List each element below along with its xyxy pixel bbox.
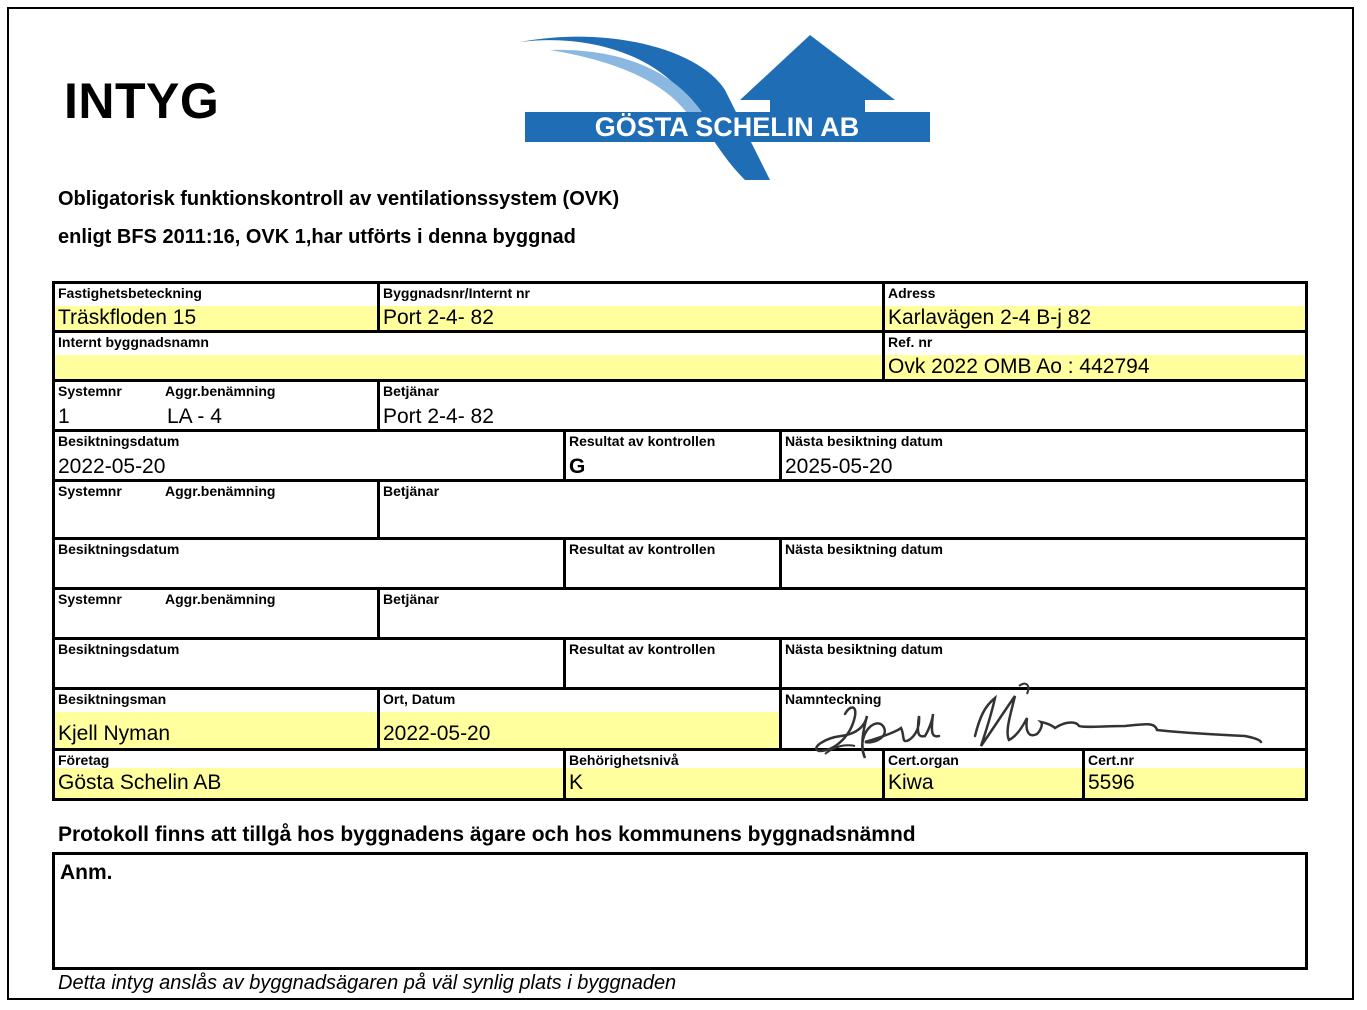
signature	[805, 676, 1275, 776]
resultat-3-cell	[563, 640, 779, 687]
systemnr-1-cell	[55, 382, 377, 429]
row-internal-name	[55, 333, 1305, 382]
cert-organ-label: Cert.organ	[888, 752, 959, 768]
betjanar-2-cell	[377, 482, 1305, 537]
systemnr-3-label: Systemnr	[58, 591, 122, 607]
row-inspection-1	[55, 432, 1305, 482]
page-title: INTYG	[64, 73, 220, 129]
ort-datum-label: Ort, Datum	[383, 691, 456, 707]
row-inspection-2	[55, 540, 1305, 590]
aggr-2-label: Aggr.benämning	[165, 483, 276, 499]
betjanar-3-label: Betjänar	[383, 591, 440, 607]
datum-2-cell	[55, 540, 563, 587]
behorighet-label: Behörighetsnivå	[569, 752, 679, 768]
systemnr-3-cell	[55, 590, 377, 637]
systemnr-2-cell	[55, 482, 377, 537]
datum-1-cell	[55, 432, 563, 479]
intro-line-1: Obligatorisk funktionskontroll av ventilationssystem (OVK)	[58, 188, 620, 210]
datum-1-value: 2022-05-20	[58, 455, 166, 478]
company-logo	[520, 30, 935, 180]
betjanar-2-label: Betjänar	[383, 483, 440, 499]
nasta-3-label: Nästa besiktning datum	[785, 641, 943, 657]
internt-namn-label: Internt byggnadsnamn	[58, 334, 209, 350]
betjanar-1-cell	[377, 382, 1305, 429]
aggr-3-label: Aggr.benämning	[165, 591, 276, 607]
cert-organ-value: Kiwa	[888, 771, 934, 794]
datum-3-cell	[55, 640, 563, 687]
anm-label: Anm.	[60, 861, 113, 884]
foretag-value: Gösta Schelin AB	[58, 771, 222, 794]
aggr-1-label: Aggr.benämning	[165, 383, 276, 399]
systemnr-2-label: Systemnr	[58, 483, 122, 499]
logo-swoosh	[520, 37, 770, 180]
systemnr-1-value: 1	[58, 405, 70, 428]
footer-note: Detta intyg anslås av byggnadsägaren på väl synlig plats i byggnaden	[58, 972, 677, 994]
behorighet-value: K	[569, 771, 584, 794]
datum-2-label: Besiktningsdatum	[58, 541, 180, 557]
resultat-1-label: Resultat av kontrollen	[569, 433, 716, 449]
logo-text: GÖSTA SCHELIN AB	[594, 112, 860, 142]
namnteckning-label: Namnteckning	[785, 691, 882, 707]
fastighet-value: Träskfloden 15	[58, 306, 197, 329]
betjanar-1-value: Port 2-4- 82	[383, 405, 494, 428]
ort-datum-value: 2022-05-20	[383, 722, 491, 745]
row-system-3	[55, 590, 1305, 640]
row-system-1	[55, 382, 1305, 432]
adress-cell	[882, 284, 1305, 330]
ref-label: Ref. nr	[888, 334, 933, 350]
protokoll-notice: Protokoll finns att tillgå hos byggnadens ägare och hos kommunens byggnadsnämnd	[58, 823, 916, 846]
ort-datum-cell	[377, 690, 779, 748]
adress-label: Adress	[888, 285, 936, 301]
systemnr-1-label: Systemnr	[58, 383, 122, 399]
betjanar-1-label: Betjänar	[383, 383, 440, 399]
resultat-2-label: Resultat av kontrollen	[569, 541, 716, 557]
cert-nr-value: 5596	[1088, 771, 1135, 794]
aggr-1-value: LA - 4	[167, 405, 222, 428]
foretag-cell	[55, 751, 563, 798]
intro-line-2: enligt BFS 2011:16, OVK 1,har utförts i denna byggnad	[58, 226, 576, 248]
fastighet-cell	[55, 284, 377, 330]
row-system-2	[55, 482, 1305, 540]
resultat-1-value: G	[569, 455, 586, 478]
datum-3-label: Besiktningsdatum	[58, 641, 180, 657]
nasta-1-value: 2025-05-20	[785, 455, 893, 478]
resultat-3-label: Resultat av kontrollen	[569, 641, 716, 657]
besiktningsman-cell	[55, 690, 377, 748]
internt-namn-cell	[55, 333, 882, 379]
nasta-2-cell	[779, 540, 1305, 587]
nasta-1-cell	[779, 432, 1305, 479]
cert-nr-label: Cert.nr	[1088, 752, 1134, 768]
anm-box	[52, 852, 1308, 970]
byggnadsnr-label: Byggnadsnr/Internt nr	[383, 285, 531, 301]
byggnadsnr-value: Port 2-4- 82	[383, 306, 494, 329]
datum-1-label: Besiktningsdatum	[58, 433, 180, 449]
betjanar-3-cell	[377, 590, 1305, 637]
foretag-label: Företag	[58, 752, 110, 768]
nasta-2-label: Nästa besiktning datum	[785, 541, 943, 557]
resultat-2-cell	[563, 540, 779, 587]
besiktningsman-value: Kjell Nyman	[58, 722, 171, 745]
ref-value: Ovk 2022 OMB Ao : 442794	[888, 355, 1150, 378]
logo-house-arrow	[740, 35, 895, 112]
adress-value: Karlavägen 2-4 B-j 82	[888, 306, 1092, 329]
ref-cell	[882, 333, 1305, 379]
besiktningsman-label: Besiktningsman	[58, 691, 167, 707]
fastighet-label: Fastighetsbeteckning	[58, 285, 202, 301]
byggnadsnr-cell	[377, 284, 882, 330]
row-property	[55, 284, 1305, 333]
nasta-1-label: Nästa besiktning datum	[785, 433, 943, 449]
resultat-1-cell	[563, 432, 779, 479]
